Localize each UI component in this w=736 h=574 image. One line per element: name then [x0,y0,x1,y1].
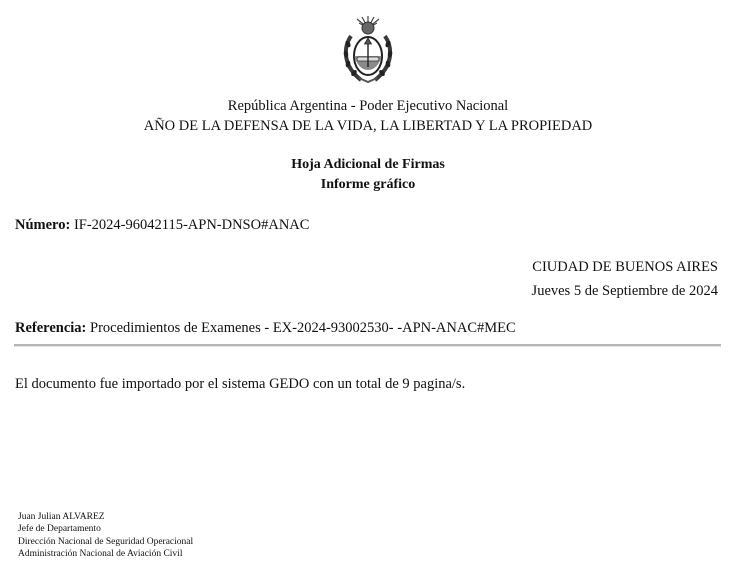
argentina-coat-of-arms-icon [339,14,397,86]
signer-office: Dirección Nacional de Seguridad Operacional [18,536,194,547]
signer-name: Juan Julian ALVAREZ [18,512,105,522]
referencia-field [15,319,516,337]
document-date: Jueves 5 de Septiembre de 2024 [531,283,718,299]
header-government-line: República Argentina - Poder Ejecutivo Nacional [227,98,509,114]
header-year-motto: AÑO DE LA DEFENSA DE LA VIDA, LA LIBERTAD Y LA PROPIEDAD [143,118,593,134]
document-subtitle: Informe gráfico [320,177,416,192]
section-divider [14,344,721,347]
signer-position: Jefe de Departamento [18,524,101,535]
city-name: CIUDAD DE BUENOS AIRES [532,259,718,275]
signer-agency: Administración Nacional de Aviación Civil [18,548,183,559]
numero-value: IF-2024-96042115-APN-DNSO#ANAC [73,217,310,233]
referencia-label: Referencia: [15,320,87,336]
signature-block [18,511,193,560]
document-title: Hoja Adicional de Firmas [291,157,445,172]
body-text: El documento fue importado por el sistema GEDO con un total de 9 pagina/s. [15,376,466,392]
referencia-value: Procedimientos de Examenes - EX-2024-93002530- -APN-ANAC#MEC [90,320,516,336]
numero-field [15,216,309,234]
numero-label: Número: [15,217,71,233]
